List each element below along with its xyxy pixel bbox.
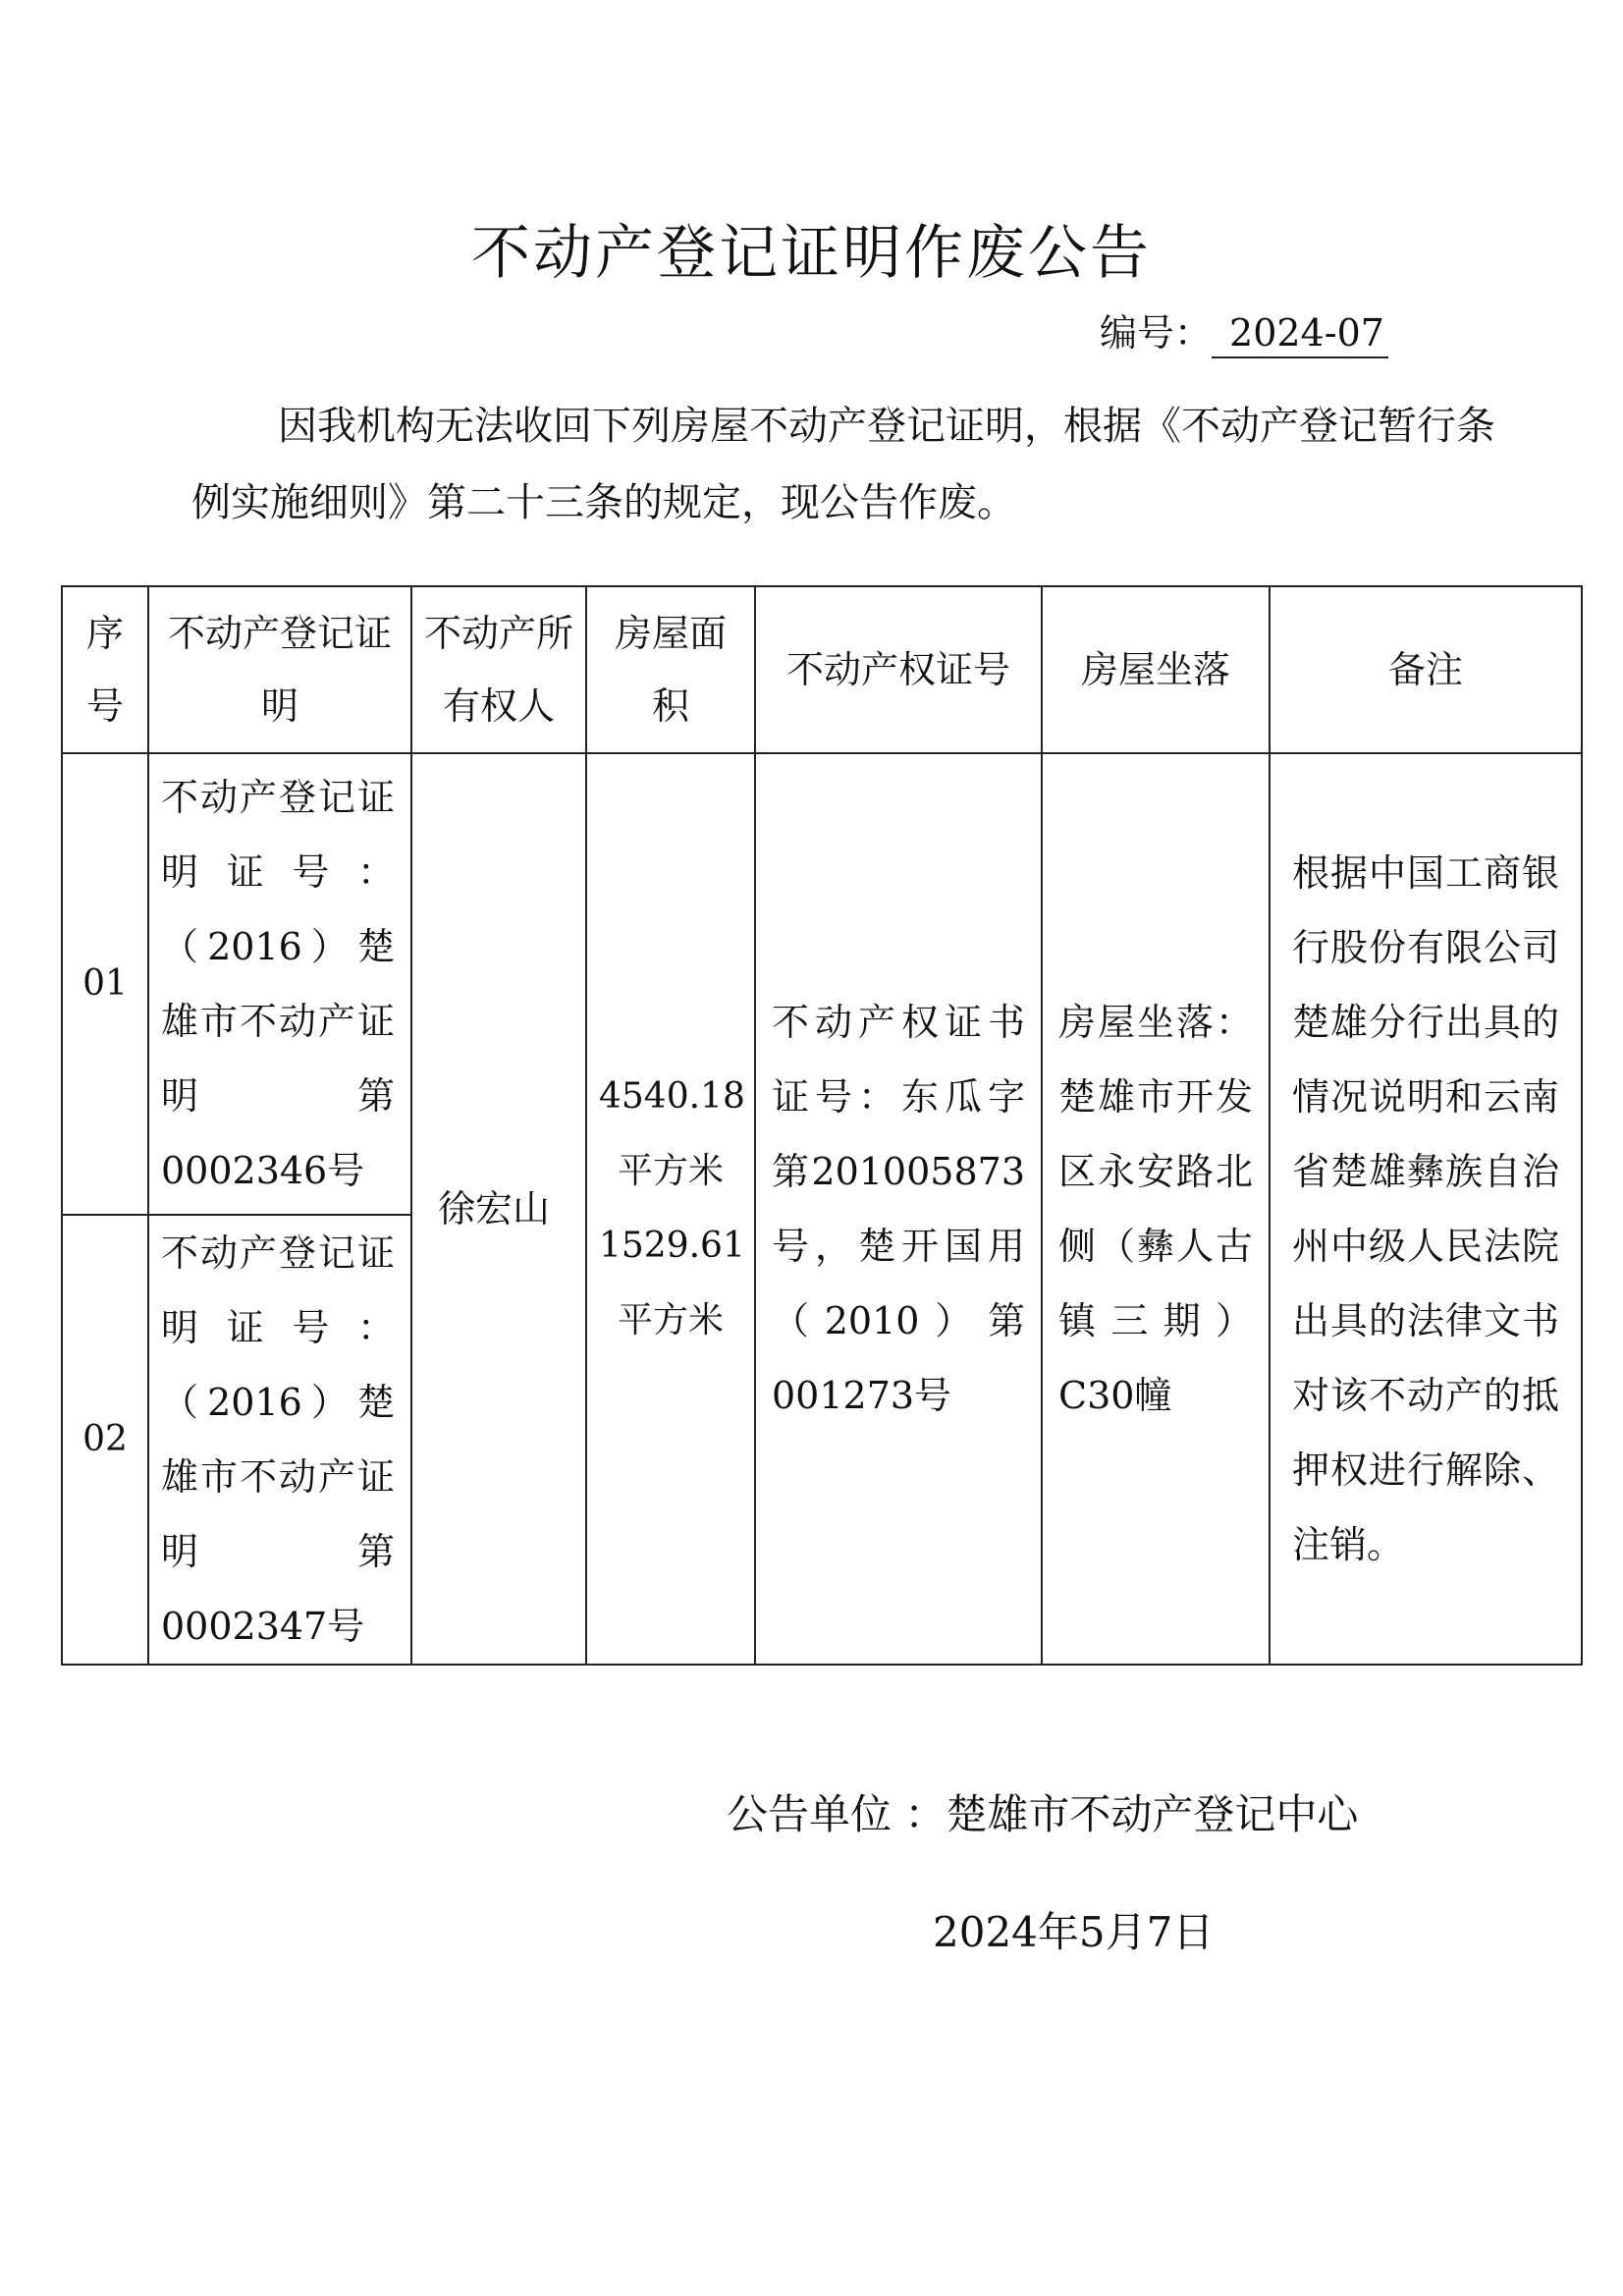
intro-text: 因我机构无法收回下列房屋不动产登记证明，根据《不动产登记暂行条例实施细则》第二十三条的规定，现公告作废。 bbox=[191, 404, 1495, 525]
document-number-label: 编号： bbox=[1100, 311, 1213, 355]
header-certificate: 不动产登记证明 bbox=[148, 586, 411, 753]
intro-paragraph bbox=[191, 388, 1507, 541]
location-cell: 房屋坐落：楚雄市开发区永安路北侧（彝人古镇三期）C30幢 bbox=[1042, 753, 1270, 1665]
table-header-row bbox=[62, 586, 1582, 753]
owner-cell: 徐宏山 bbox=[411, 753, 586, 1665]
document-number bbox=[1100, 302, 1388, 358]
document-number-value: 2024-07 bbox=[1212, 311, 1388, 358]
row-certificate: 不动产登记证明证号：（2016）楚雄市不动产证明第0002347号 bbox=[148, 1215, 411, 1665]
header-remark: 备注 bbox=[1270, 586, 1582, 753]
header-area: 房屋面积 bbox=[586, 586, 755, 753]
header-owner: 不动产所有权人 bbox=[411, 586, 586, 753]
header-property-cert: 不动产权证号 bbox=[755, 586, 1042, 753]
row-serial: 02 bbox=[62, 1215, 148, 1665]
row-serial: 01 bbox=[62, 753, 148, 1215]
issue-date: 2024年5月7日 bbox=[933, 1908, 1215, 1956]
property-cert-cell: 不动产权证书证号：东瓜字第201005873号，楚开国用（2010）第001273号 bbox=[755, 753, 1042, 1665]
table-row bbox=[62, 753, 1582, 1215]
row-certificate: 不动产登记证明证号：（2016）楚雄市不动产证明第0002346号 bbox=[148, 753, 411, 1215]
area-cell: 4540.18平方米1529.61平方米 bbox=[586, 753, 755, 1665]
page-title: 不动产登记证明作废公告 bbox=[471, 219, 1152, 288]
header-serial: 序号 bbox=[62, 586, 148, 753]
remark-cell: 根据中国工商银行股份有限公司楚雄分行出具的情况说明和云南省楚雄彝族自治州中级人民法院出具的法律文书对该不动产的抵押权进行解除、注销。 bbox=[1270, 753, 1582, 1665]
header-location: 房屋坐落 bbox=[1042, 586, 1270, 753]
voided-certificates-table bbox=[61, 585, 1583, 1666]
issuing-organization: 公告单位 ：楚雄市不动产登记中心 bbox=[727, 1790, 1359, 1838]
